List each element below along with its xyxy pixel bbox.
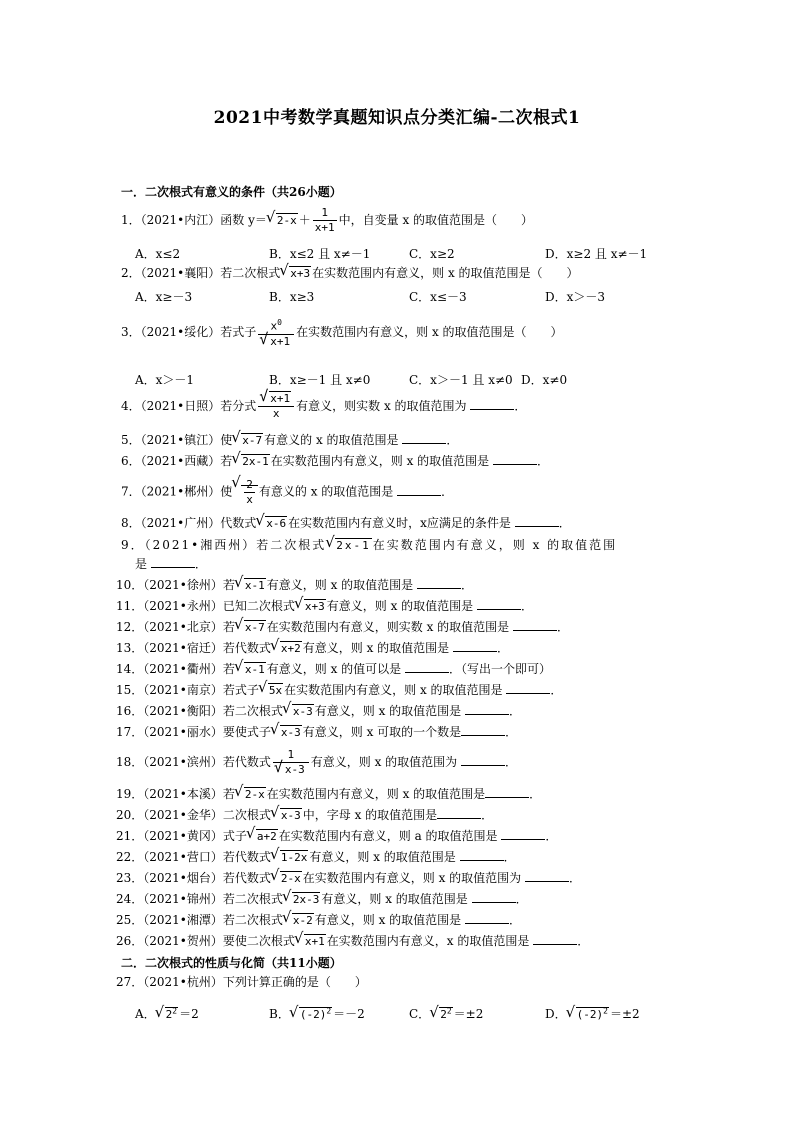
question-text: 在实数范围内有意义，则 x 的取值范围 — [372, 538, 618, 552]
question-text: 25．（2021•湘潭）若二次根式 — [116, 913, 283, 927]
period: ． — [515, 892, 528, 906]
answer-blank[interactable] — [465, 704, 509, 715]
option-b — [269, 1005, 409, 1022]
period: ． — [577, 934, 590, 948]
sqrt-symbol — [271, 808, 302, 823]
sqrt-symbol — [283, 892, 321, 907]
question-text: 在实数范围内有意义，则 x 的取值范围是 — [266, 787, 486, 801]
question-2 — [121, 266, 579, 281]
period: ． — [514, 399, 527, 413]
question-text: 4．（2021•日照）若分式 — [121, 399, 257, 413]
answer-blank[interactable] — [397, 485, 441, 496]
sqrt-symbol — [290, 1006, 332, 1021]
sqrt-symbol — [267, 213, 298, 228]
period: ． — [497, 641, 510, 655]
option-b: B．x≥3 — [269, 290, 315, 304]
sqrt-symbol — [271, 725, 302, 740]
denominator: x+1 — [314, 221, 335, 234]
question-14 — [116, 662, 551, 677]
answer-blank[interactable] — [513, 620, 557, 631]
question-text: 在实数范围内有意义，则实数 x 的取值范围是 — [266, 620, 510, 634]
plus-sign: ＋ — [298, 213, 311, 227]
question-text: 在实数范围内有意义，则 a 的取值范围是 — [278, 829, 498, 843]
question-text: 22．（2021•营口）若代数式 — [116, 850, 271, 864]
radicand: x-6 — [266, 517, 287, 530]
question-text: 11．（2021•永州）已知二次根式 — [116, 599, 295, 613]
period: ． — [529, 787, 542, 801]
question-7 — [121, 478, 453, 507]
radicand: x+3 — [290, 267, 311, 280]
question-text: 23．（2021•烟台）若代数式 — [116, 871, 271, 885]
exponent: 2 — [326, 1006, 332, 1016]
option-c: C．x≥2 — [409, 247, 455, 261]
base: x — [270, 319, 278, 333]
sqrt-symbol — [235, 662, 266, 677]
question-text: 有意义的 x 的取值范围是 — [258, 484, 394, 499]
question-18 — [116, 748, 517, 777]
radicand: 1-2x — [280, 851, 308, 864]
base: (-2) — [576, 1008, 604, 1021]
question-text: 有意义，则 x 的取值范围是 — [321, 892, 468, 906]
radicand: x-3 — [284, 763, 305, 776]
answer-blank[interactable] — [417, 578, 461, 589]
option-label: A． — [135, 1007, 156, 1021]
answer-blank[interactable] — [515, 516, 559, 527]
period: ． — [537, 454, 550, 468]
base: 2 — [165, 1008, 173, 1021]
answer-blank[interactable] — [472, 892, 516, 903]
answer-blank[interactable] — [485, 787, 529, 798]
question-text: 24．（2021•锦州）若二次根式 — [116, 892, 283, 906]
options-q1 — [135, 245, 647, 262]
option-c: C．x＞－1 且 x≠0 — [409, 373, 513, 387]
period: ． — [505, 725, 518, 739]
radicand: x-1 — [244, 579, 265, 592]
answer-blank[interactable] — [461, 725, 505, 736]
question-text: 在实数范围内有意义，则 x 的取值范围是 — [284, 683, 503, 697]
radicand: 2-x — [280, 872, 301, 885]
question-text: 有意义，则 x 的取值范围是 — [314, 913, 462, 927]
option-c — [409, 1005, 545, 1022]
question-text: 有意义，则 x 的取值范围是 — [309, 850, 456, 864]
question-text: 21．（2021•黄冈）式子 — [116, 829, 247, 843]
question-26 — [116, 934, 589, 949]
question-text: 5．（2021•镇江）使 — [121, 433, 233, 447]
option-b: B．x≤2 且 x≠－1 — [269, 247, 371, 261]
answer-blank[interactable] — [402, 433, 446, 444]
option-value: ＝2 — [179, 1007, 199, 1021]
sqrt-symbol — [247, 829, 278, 844]
question-text: 12．（2021•北京）若 — [116, 620, 235, 634]
sqrt-symbol — [295, 599, 326, 614]
exponent: 2 — [603, 1006, 608, 1016]
question-text: 是 — [135, 557, 148, 571]
answer-blank[interactable] — [405, 662, 449, 673]
period: ． — [441, 484, 454, 499]
question-text: 10．（2021•徐州）若 — [116, 578, 235, 592]
question-text: 中，字母 x 的取值范围是 — [302, 808, 438, 822]
sqrt-symbol — [235, 787, 266, 802]
page-title: 2021中考数学真题知识点分类汇编-二次根式1 — [213, 108, 581, 128]
radicand: x+1 — [270, 392, 291, 405]
fraction — [258, 392, 294, 421]
question-22 — [116, 850, 516, 865]
sqrt-symbol — [271, 641, 302, 656]
question-27 — [116, 975, 367, 989]
answer-blank[interactable] — [477, 599, 521, 610]
period: ． — [446, 433, 459, 447]
question-text: 27．（2021•杭州）下列计算正确的是（ ） — [116, 975, 367, 989]
question-text: 20．（2021•金华）二次根式 — [116, 808, 271, 822]
question-text: 2．（2021•襄阳）若二次根式 — [121, 266, 281, 280]
sqrt-symbol — [260, 335, 291, 349]
question-3 — [121, 316, 563, 349]
options-q27 — [135, 1005, 640, 1022]
question-8 — [121, 516, 571, 531]
section-heading-1: 一．二次根式有意义的条件（共26小题） — [121, 185, 342, 199]
sqrt-symbol — [256, 516, 287, 531]
question-11 — [116, 599, 533, 614]
base: (-2) — [299, 1008, 327, 1021]
question-text: 6．（2021•西藏）若 — [121, 454, 233, 468]
answer-blank[interactable] — [525, 871, 569, 882]
radicand: x-3 — [292, 705, 313, 718]
radicand: x-3 — [280, 726, 301, 739]
option-d: D．x≠0 — [521, 373, 568, 387]
period: ． — [509, 704, 522, 718]
answer-blank[interactable] — [465, 913, 509, 924]
question-9 — [121, 538, 617, 553]
question-text: 有意义，则 x 的取值范围是 — [326, 599, 474, 613]
answer-blank[interactable] — [151, 557, 195, 568]
question-text: 3．（2021•绥化）若式子 — [121, 324, 257, 339]
option-d: D．x＞－3 — [545, 290, 606, 304]
denominator — [273, 763, 309, 777]
exponent: 2 — [446, 1006, 452, 1016]
answer-blank[interactable] — [437, 808, 481, 819]
period: ． — [481, 808, 494, 822]
question-text: 19．（2021•本溪）若 — [116, 787, 235, 801]
question-text: 有意义，则 x 的取值范围是 — [266, 578, 414, 592]
option-b: B．x≥－1 且 x≠0 — [269, 373, 371, 387]
question-text: 9．（2021•湘西州）若二次根式 — [121, 538, 327, 552]
question-text: 在实数范围内有意义，则 x 的取值范围是（ ） — [296, 324, 563, 339]
option-a — [135, 1005, 269, 1022]
question-16 — [116, 704, 521, 719]
question-text: 在实数范围内有意义，则 x 的取值范围是（ ） — [312, 266, 579, 280]
period: ． — [461, 578, 474, 592]
period: ． — [569, 871, 582, 885]
radicand: 2-x — [276, 214, 297, 227]
option-a: A．x≥－3 — [135, 290, 193, 304]
period: ． — [521, 599, 534, 613]
options-q3 — [135, 371, 567, 388]
sqrt-symbol — [283, 913, 314, 928]
question-text: 有意义，则 x 的取值范围为 — [310, 755, 458, 769]
question-24 — [116, 892, 528, 907]
denominator — [258, 335, 294, 349]
radicand: x+3 — [304, 600, 325, 613]
option-a: A．x＞－1 — [135, 373, 195, 387]
sqrt-symbol — [232, 433, 263, 448]
question-text: 13．（2021•宿迁）若代数式 — [116, 641, 271, 655]
answer-blank[interactable] — [453, 641, 497, 652]
question-text: 有意义，则 x 的取值范围是 — [302, 641, 450, 655]
fraction — [244, 478, 255, 507]
sqrt-symbol — [271, 871, 302, 886]
option-label: C． — [409, 1007, 431, 1021]
radicand — [165, 1007, 178, 1021]
radicand: 2-x — [244, 788, 265, 801]
period: ． — [503, 850, 516, 864]
sqrt-symbol — [280, 266, 311, 281]
answer-blank[interactable] — [461, 755, 505, 766]
exponent: 2 — [172, 1006, 178, 1016]
period: ． — [505, 755, 518, 769]
question-20 — [116, 808, 493, 823]
question-text: 中，自变量 x 的取值范围是（ ） — [338, 213, 534, 227]
radicand — [241, 478, 258, 506]
question-text: 8．（2021•广州）代数式 — [121, 516, 257, 530]
question-text: 18．（2021•滨州）若代数式 — [116, 755, 271, 769]
option-c: C．x≤－3 — [409, 290, 467, 304]
sqrt-symbol — [232, 454, 270, 469]
period: ． — [558, 516, 571, 530]
answer-blank[interactable] — [506, 683, 550, 694]
sqrt-symbol — [156, 1006, 178, 1021]
radicand: 2x-1 — [336, 539, 371, 552]
option-value: ＝－2 — [333, 1007, 365, 1021]
question-note: ．（写出一个即可） — [449, 662, 552, 676]
answer-blank[interactable] — [470, 399, 514, 410]
sqrt-symbol — [259, 683, 283, 698]
period: ． — [557, 620, 570, 634]
option-value: ＝±2 — [453, 1007, 484, 1021]
sqrt-symbol — [271, 850, 309, 865]
question-25 — [116, 913, 521, 928]
radicand: x+1 — [304, 935, 325, 948]
numerator: 1 — [273, 748, 309, 763]
question-text: 17．（2021•丽水）要使式子 — [116, 725, 271, 739]
question-9-line2 — [135, 557, 207, 571]
radicand — [299, 1007, 332, 1021]
section-heading-2: 二．二次根式的性质与化简（共11小题） — [121, 956, 342, 970]
question-1 — [121, 206, 533, 235]
sqrt-symbol — [260, 392, 291, 406]
question-text: 16．（2021•衡阳）若二次根式 — [116, 704, 283, 718]
radicand: x+1 — [270, 334, 291, 348]
period: ． — [550, 683, 563, 697]
option-a: A．x≤2 — [135, 247, 181, 261]
sqrt-symbol — [567, 1006, 609, 1021]
option-value: ＝±2 — [609, 1007, 640, 1021]
question-10 — [116, 578, 473, 593]
period: ． — [194, 557, 207, 571]
denominator: x — [246, 493, 253, 506]
sqrt-symbol — [232, 478, 258, 507]
radicand: x-7 — [242, 434, 263, 447]
question-text: 有意义，则 x 的值可以是 — [266, 662, 402, 676]
options-q2 — [135, 288, 605, 305]
question-6 — [121, 454, 549, 469]
radicand: x+2 — [280, 642, 301, 655]
radicand: x-1 — [244, 663, 265, 676]
sqrt-symbol — [235, 620, 266, 635]
radicand: 2x-1 — [242, 455, 269, 468]
question-15 — [116, 683, 562, 698]
question-text: 14．（2021•衢州）若 — [116, 662, 235, 676]
question-12 — [116, 620, 569, 635]
numerator: √ 2 — [246, 478, 253, 491]
answer-blank[interactable] — [493, 454, 537, 465]
question-17 — [116, 725, 517, 740]
fraction — [258, 316, 294, 349]
question-text: 在实数范围内有意义，则 x 的取值范围是 — [270, 454, 490, 468]
denominator: x — [272, 407, 280, 420]
fraction — [313, 206, 337, 235]
question-text: 在实数范围内有意义，x 的取值范围是 — [326, 934, 530, 948]
radicand: 5x — [268, 684, 283, 697]
fraction — [273, 748, 309, 777]
option-label: D． — [545, 1007, 567, 1021]
question-text: 在实数范围内有意义时，x应满足的条件是 — [288, 516, 511, 530]
question-text: 有意义，则 x 可取的一个数是 — [302, 725, 462, 739]
question-text: 有意义，则实数 x 的取值范围为 — [296, 399, 467, 413]
numerator — [258, 392, 294, 407]
numerator: 1 — [313, 206, 337, 221]
period: ． — [545, 829, 558, 843]
exponent: 0 — [277, 318, 282, 327]
option-label: B． — [269, 1007, 290, 1021]
question-23 — [116, 871, 581, 886]
period: ． — [509, 913, 522, 927]
answer-blank[interactable] — [460, 850, 504, 861]
option-d — [545, 1005, 640, 1022]
question-text: 7．（2021•郴州）使 — [121, 484, 233, 499]
question-4 — [121, 392, 526, 421]
radicand: a+2 — [256, 830, 277, 843]
base: 2 — [440, 1008, 447, 1021]
sqrt-symbol — [326, 538, 372, 553]
answer-blank[interactable] — [533, 934, 577, 945]
question-5 — [121, 433, 458, 448]
radicand: x-7 — [244, 621, 265, 634]
question-text: 26．（2021•贺州）要使二次根式 — [116, 934, 295, 948]
sqrt-symbol — [295, 934, 326, 949]
sqrt-symbol — [283, 704, 314, 719]
question-text: 在实数范围内有意义，则 x 的取值范围为 — [302, 871, 522, 885]
answer-blank[interactable] — [501, 829, 545, 840]
radicand — [439, 1007, 452, 1021]
radicand: 2x-3 — [292, 893, 320, 906]
radicand — [576, 1007, 609, 1021]
question-21 — [116, 829, 557, 844]
question-19 — [116, 787, 541, 802]
question-13 — [116, 641, 509, 656]
question-text: 15．（2021•南京）若式子 — [116, 683, 259, 697]
sqrt-symbol — [235, 578, 266, 593]
radicand: x-2 — [292, 914, 313, 927]
question-text: 有意义的 x 的取值范围是 — [264, 433, 399, 447]
radicand: x-3 — [280, 809, 301, 822]
question-text: 1．（2021•内江）函数 y＝ — [121, 213, 267, 227]
question-text: 有意义，则 x 的取值范围是 — [314, 704, 462, 718]
sqrt-symbol — [430, 1006, 452, 1021]
option-d: D．x≥2 且 x≠－1 — [545, 247, 648, 261]
sqrt-symbol — [275, 763, 306, 777]
